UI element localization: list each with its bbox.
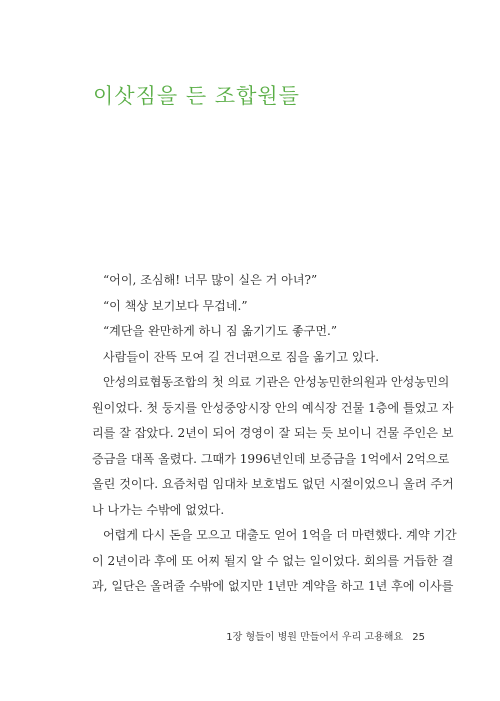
running-head: 1장 형들이 병원 만들어서 우리 고용해요: [226, 632, 404, 643]
body-line: “계단을 완만하게 하니 짐 옮기기도 좋구먼.”: [103, 324, 338, 338]
body-line: 증금을 대폭 올렸다. 그때가 1996년인데 보증금을 1억에서 2억으로: [92, 451, 450, 466]
body-line: 원이었다. 첫 둥지를 안성중앙시장 안의 예식장 건물 1층에 틀었고 자: [92, 400, 454, 415]
body-line: 안성의료협동조합의 첫 의료 기관은 안성농민한의원과 안성농민의: [103, 375, 450, 389]
body-line: 사람들이 잔뜩 모여 길 건너편으로 짐을 옮기고 있다.: [103, 349, 380, 364]
body-line: “어이, 조심해! 너무 많이 실은 거 아녀?”: [103, 273, 318, 287]
body-text: [92, 268, 457, 600]
body-line: 나 나가는 수밖에 없었다.: [92, 502, 225, 517]
page-number: 25: [412, 632, 425, 643]
body-line: “이 책상 보기보다 무겁네.”: [103, 298, 248, 313]
body-line: 리를 잘 잡았다. 2년이 되어 경영이 잘 되는 듯 보이니 건물 주인은 보: [92, 426, 454, 440]
body-line: 올린 것이다. 요즘처럼 임대차 보호법도 없던 시절이었으니 올려 주거: [92, 477, 454, 491]
body-line: 과, 일단은 올려줄 수밖에 없지만 1년만 계약을 하고 1년 후에 이사를: [92, 579, 454, 593]
body-line: 이 2년이라 후에 또 어찌 될지 알 수 없는 일이었다. 회의를 거듭한 결: [92, 553, 454, 568]
page-footer: [226, 628, 425, 643]
section-title: 이삿짐을 든 조합원들: [93, 84, 300, 108]
body-line: 어렵게 다시 돈을 모으고 대출도 얻어 1억을 더 마련했다. 계약 기간: [103, 528, 457, 542]
